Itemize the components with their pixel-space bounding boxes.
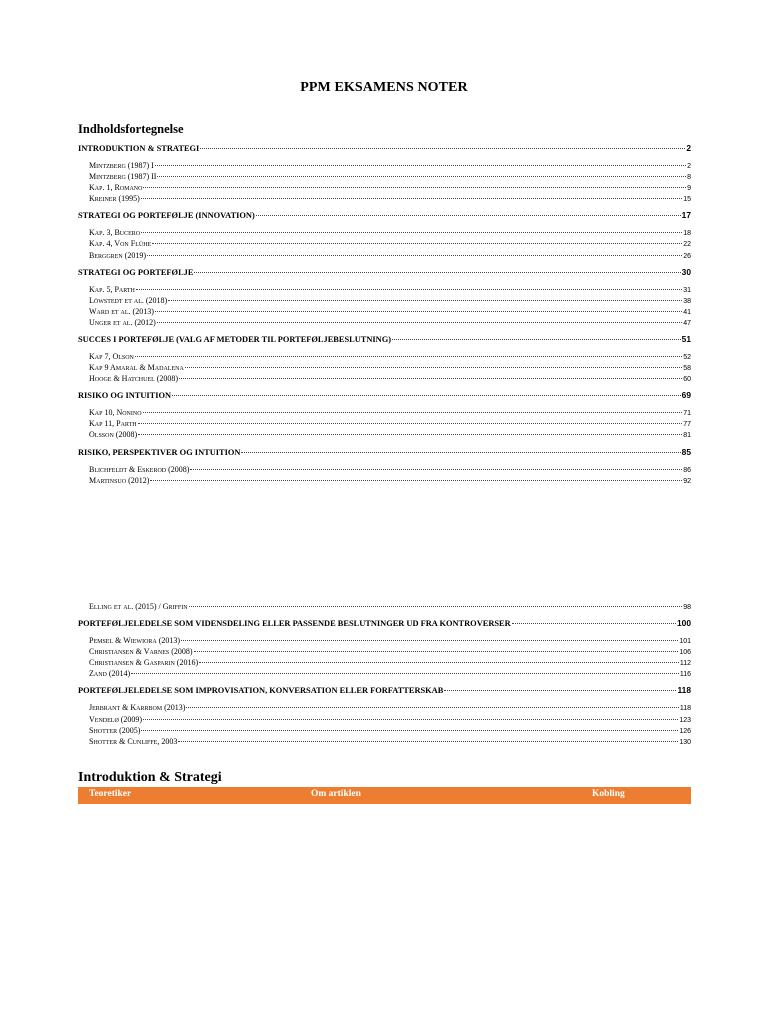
toc-entry-label: RISIKO OG INTUITION — [78, 391, 172, 401]
toc-page-number: 30 — [681, 266, 691, 277]
toc-page-number: 100 — [677, 618, 691, 629]
toc-page-number: 118 — [677, 685, 691, 696]
toc-page-number: 123 — [679, 716, 691, 724]
toc-entry-label: Jerbrant & Karrbom (2013) — [89, 703, 186, 713]
toc-subentry[interactable] — [78, 646, 691, 657]
toc-heading: Indholdsfortegnelse — [78, 122, 184, 136]
toc-subentry[interactable] — [78, 171, 691, 182]
toc-dot-leader — [189, 606, 683, 607]
toc-dot-leader — [138, 423, 683, 424]
toc-page-number: 47 — [683, 319, 691, 327]
table-header-kobling: Kobling — [592, 789, 625, 799]
toc-dot-leader — [131, 673, 679, 674]
toc-entry-label: Kap 11, Parth — [89, 419, 137, 429]
toc-subentry[interactable] — [78, 418, 691, 429]
toc-subentry[interactable] — [78, 702, 691, 713]
toc-dot-leader — [157, 176, 686, 177]
toc-page-number: 18 — [683, 230, 691, 238]
toc-entry-label: Kap 7, Olson — [89, 351, 134, 361]
toc-dot-leader — [136, 289, 682, 290]
toc-dot-leader — [172, 395, 681, 396]
toc-subentry[interactable] — [78, 429, 691, 440]
toc-dot-leader — [155, 165, 686, 166]
toc-entry-label: Shotter (2005) — [89, 725, 141, 735]
table-header-om-artiklen: Om artiklen — [311, 789, 361, 799]
toc-dot-leader — [155, 311, 682, 312]
toc-dot-leader — [157, 322, 682, 323]
toc-dot-leader — [135, 356, 682, 357]
toc-entry-label: Mintzberg (1987) II — [89, 172, 157, 182]
toc-dot-leader — [190, 469, 682, 470]
toc-section-entry[interactable] — [78, 447, 691, 458]
toc-dot-leader — [143, 719, 678, 720]
toc-section-entry[interactable] — [78, 143, 691, 154]
toc-dot-leader — [141, 730, 678, 731]
toc-subentry[interactable] — [78, 284, 691, 295]
toc-entry-label: PORTEFØLJELEDELSE SOM VIDENSDELING ELLER PASSENDE BESLUTNINGER UD FRA KONTROVERSER — [78, 619, 511, 629]
toc-entry-label: Kap 10, Nonino — [89, 408, 142, 418]
toc-subentry[interactable] — [78, 317, 691, 328]
toc-dot-leader — [141, 198, 682, 199]
toc-part-2 — [78, 601, 691, 747]
toc-page-number: 17 — [681, 210, 691, 221]
toc-section-entry[interactable] — [78, 267, 691, 278]
toc-page-number: 22 — [683, 241, 691, 249]
toc-dot-leader — [168, 300, 682, 301]
toc-dot-leader — [512, 623, 676, 624]
toc-subentry[interactable] — [78, 475, 691, 486]
toc-subentry[interactable] — [78, 351, 691, 362]
toc-page-number: 86 — [683, 466, 691, 474]
toc-entry-label: Pemsel & Wiewiora (2013) — [89, 636, 181, 646]
toc-subentry[interactable] — [78, 668, 691, 679]
toc-subentry[interactable] — [78, 227, 691, 238]
toc-page-number: 126 — [679, 727, 691, 735]
toc-entry-label: STRATEGI OG PORTEFØLJE (INNOVATION) — [78, 211, 255, 221]
toc-page-number: 15 — [683, 196, 691, 204]
toc-page-number: 58 — [683, 365, 691, 373]
toc-entry-label: RISIKO, PERSPEKTIVER OG INTUITION — [78, 447, 241, 457]
toc-entry-label: STRATEGI OG PORTEFØLJE — [78, 267, 194, 277]
toc-entry-label: Olsson (2008) — [89, 430, 138, 440]
toc-subentry[interactable] — [78, 182, 691, 193]
toc-subentry[interactable] — [78, 736, 691, 747]
toc-page-number: 112 — [679, 660, 691, 668]
toc-dot-leader — [200, 148, 685, 149]
toc-dot-leader — [199, 662, 679, 663]
toc-subentry[interactable] — [78, 464, 691, 475]
toc-dot-leader — [241, 452, 680, 453]
toc-page-number: 41 — [683, 308, 691, 316]
toc-page-number: 77 — [683, 421, 691, 429]
toc-page-number: 101 — [679, 638, 691, 646]
toc-entry-label: PORTEFØLJELEDELSE SOM IMPROVISATION, KONVERSATION ELLER FORFATTERSKAB — [78, 686, 444, 696]
toc-page-number: 81 — [683, 432, 691, 440]
toc-page-number: 2 — [686, 143, 691, 153]
toc-subentry[interactable] — [78, 657, 691, 668]
toc-entry-label: Kap. 4, Von Flühe — [89, 239, 152, 249]
toc-subentry[interactable] — [78, 635, 691, 646]
toc-page-number: 26 — [683, 252, 691, 260]
toc-entry-label: Shotter & Cunliffe, 2003 — [89, 736, 178, 746]
toc-dot-leader — [194, 272, 680, 273]
toc-section-entry[interactable] — [78, 334, 691, 345]
toc-dot-leader — [150, 480, 682, 481]
toc-entry-label: Blichfeldt & Eskerod (2008) — [89, 464, 190, 474]
toc-subentry[interactable] — [78, 725, 691, 736]
toc-dot-leader — [178, 741, 678, 742]
toc-entry-label: Ward et al. (2013) — [89, 306, 154, 316]
toc-page-number: 98 — [683, 604, 691, 611]
toc-dot-leader — [392, 339, 681, 340]
toc-page-number: 8 — [687, 174, 691, 182]
toc-dot-leader — [185, 367, 682, 368]
toc-part-1 — [78, 143, 691, 486]
toc-page-number: 85 — [681, 446, 691, 457]
toc-subentry[interactable] — [78, 306, 691, 317]
toc-page-number: 69 — [681, 390, 691, 401]
toc-dot-leader — [141, 232, 682, 233]
toc-dot-leader — [143, 187, 686, 188]
toc-entry-label: Zand (2014) — [89, 669, 131, 679]
toc-entry-label: Martinsuo (2012) — [89, 475, 150, 485]
toc-subentry[interactable] — [78, 373, 691, 384]
toc-entry-label: Unger et al. (2012) — [89, 317, 156, 327]
toc-subentry[interactable] — [78, 714, 691, 725]
toc-entry-label: Kap. 1, Romano — [89, 183, 143, 193]
toc-page-number: 31 — [683, 286, 691, 294]
toc-page-number: 9 — [687, 185, 691, 193]
toc-dot-leader — [256, 215, 681, 216]
toc-section-entry[interactable] — [78, 685, 691, 696]
toc-dot-leader — [179, 378, 682, 379]
toc-page-number: 2 — [687, 162, 691, 170]
toc-section-entry[interactable] — [78, 390, 691, 401]
toc-entry-label: SUCCES I PORTEFØLJE (VALG AF METODER TIL PORTEFØLJEBESLUTNING) — [78, 334, 391, 344]
toc-section-entry[interactable] — [78, 618, 691, 629]
toc-subentry[interactable] — [78, 407, 691, 418]
toc-page-number: 38 — [683, 297, 691, 305]
toc-dot-leader — [152, 243, 682, 244]
toc-dot-leader — [138, 434, 682, 435]
section-heading: Introduktion & Strategi — [78, 770, 222, 785]
toc-dot-leader — [143, 412, 683, 413]
toc-entry-label: Hooge & Hatchuel (2008) — [89, 374, 179, 384]
toc-entry-label: Christiansen & Varnes (2008) — [89, 647, 193, 657]
toc-entry-label: Kap. 5, Parth — [89, 284, 135, 294]
toc-subentry[interactable] — [78, 250, 691, 261]
toc-subentry[interactable] — [78, 193, 691, 204]
toc-subentry[interactable] — [78, 601, 691, 612]
toc-page-number: 51 — [681, 333, 691, 344]
toc-entry-label: Berggren (2019) — [89, 250, 146, 260]
toc-entry-label: Elling et al. (2015) / Griffin — [89, 602, 188, 611]
toc-dot-leader — [147, 255, 682, 256]
toc-subentry[interactable] — [78, 160, 691, 171]
toc-dot-leader — [194, 651, 679, 652]
toc-page-number: 130 — [679, 738, 691, 746]
table-header-row — [78, 787, 691, 804]
toc-page-number: 60 — [683, 376, 691, 384]
toc-entry-label: Vendelø (2009) — [89, 714, 143, 724]
toc-entry-label: Mintzberg (1987) I — [89, 160, 154, 170]
toc-subentry[interactable] — [78, 362, 691, 373]
toc-page-number: 52 — [683, 353, 691, 361]
page-title: PPM EKSAMENS NOTER — [300, 80, 468, 95]
toc-entry-label: INTRODUKTION & STRATEGI — [78, 144, 200, 153]
toc-page-number: 116 — [679, 671, 691, 679]
toc-section-entry[interactable] — [78, 210, 691, 221]
toc-dot-leader — [444, 690, 676, 691]
toc-subentry[interactable] — [78, 238, 691, 249]
toc-dot-leader — [186, 707, 678, 708]
toc-entry-label: Kap. 3, Bucero — [89, 228, 141, 238]
toc-dot-leader — [181, 640, 678, 641]
toc-entry-label: Christiansen & Gasparin (2016) — [89, 658, 199, 668]
table-header-teoretiker: Teoretiker — [89, 789, 132, 799]
toc-page-number: 106 — [679, 649, 691, 657]
toc-page-number: 118 — [679, 705, 691, 713]
toc-entry-label: Kap 9 Amaral & Madalena — [89, 363, 184, 373]
toc-page-number: 71 — [683, 410, 691, 418]
toc-subentry[interactable] — [78, 295, 691, 306]
toc-entry-label: Kreiner (1995) — [89, 194, 140, 204]
toc-page-number: 92 — [683, 477, 691, 485]
toc-entry-label: Löwstedt et al. (2018) — [89, 295, 168, 305]
